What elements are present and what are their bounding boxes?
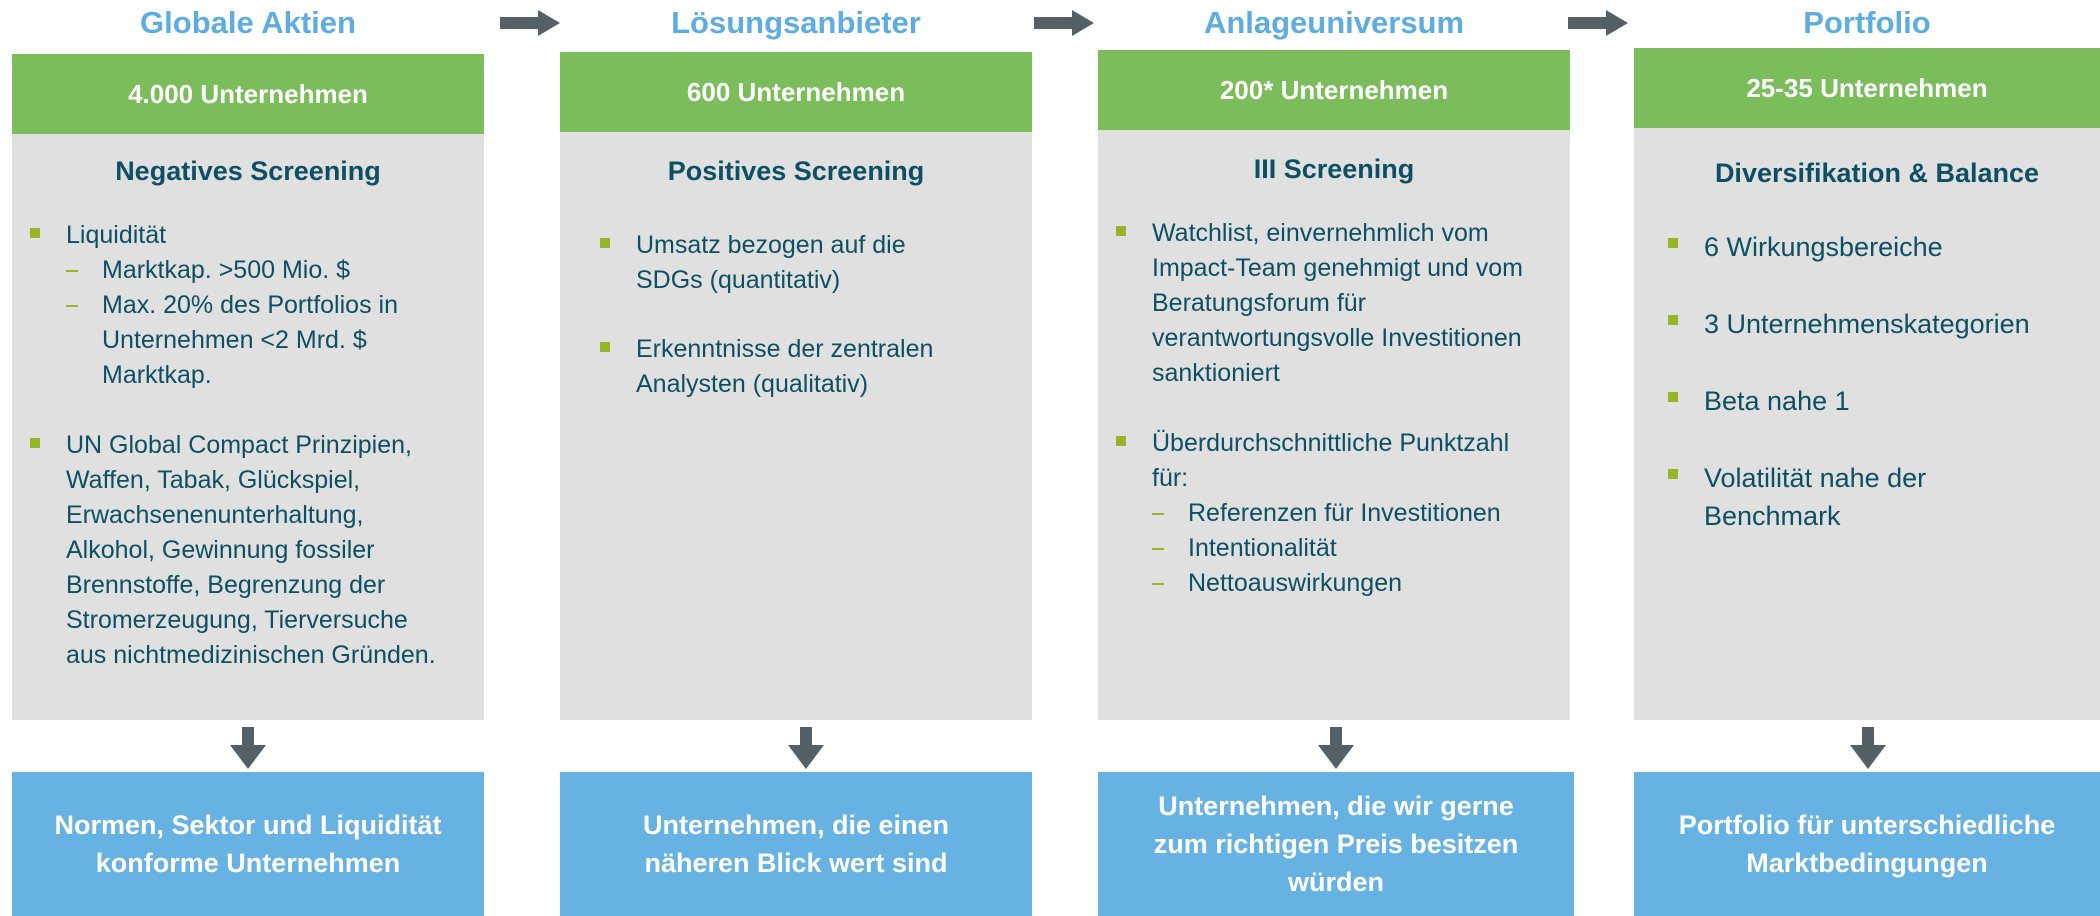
square-bullet-icon <box>1668 392 1678 402</box>
list-item-text: Brennstoffe, Begrenzung der <box>66 571 386 599</box>
sub-list-item-text: Referenzen für Investitionen <box>1188 499 1501 527</box>
sub-list-item-text: Intentionalität <box>1188 534 1337 562</box>
result-text: näheren Blick wert sind <box>644 848 948 878</box>
result-text: Portfolio für unterschiedliche <box>1678 810 2056 840</box>
list-item-text: 3 Unternehmenskategorien <box>1704 309 2030 339</box>
list-item <box>1704 382 2100 420</box>
screening-heading: Negatives Screening <box>115 156 381 186</box>
result-text: Unternehmen, die wir gerne <box>1158 791 1514 821</box>
arrow-down-icon <box>1848 727 1888 769</box>
list-item-text: Erkenntnisse der zentralen <box>636 335 934 363</box>
screening-heading: III Screening <box>1253 154 1415 184</box>
square-bullet-icon <box>1668 315 1678 325</box>
list-item-text: sanktioniert <box>1152 359 1280 387</box>
square-bullet-icon <box>1668 238 1678 248</box>
dash-bullet-icon <box>1152 583 1164 585</box>
result-box-loesungsanbieter <box>560 772 1032 916</box>
sub-list-item-text: Marktkap. >500 Mio. $ <box>102 256 351 284</box>
result-text: zum richtigen Preis besitzen <box>1153 829 1519 859</box>
screening-heading: Positives Screening <box>667 156 925 186</box>
square-bullet-icon <box>30 228 40 238</box>
square-bullet-icon <box>1116 436 1126 446</box>
square-bullet-icon <box>1116 226 1126 236</box>
list-item-text: Volatilität nahe der <box>1704 463 1927 493</box>
sub-list-item <box>66 288 476 393</box>
list-item-text: Benchmark <box>1704 501 1841 531</box>
square-bullet-icon <box>30 438 40 448</box>
result-text: konforme Unternehmen <box>95 848 401 878</box>
arrow-down-icon <box>1316 727 1356 769</box>
screening-panel-portfolio <box>1634 128 2100 720</box>
arrow-right-icon <box>500 10 560 36</box>
company-count-loesungsanbieter: 600 Unternehmen <box>560 52 1032 132</box>
dash-bullet-icon <box>66 305 78 307</box>
dash-bullet-icon <box>66 270 78 272</box>
sub-list-item <box>66 253 476 288</box>
list-item-text: Liquidität <box>66 221 167 249</box>
list-item <box>66 218 476 393</box>
sub-list-item <box>1152 566 1570 601</box>
list-item-text: für: <box>1152 464 1189 492</box>
dash-bullet-icon <box>1152 548 1164 550</box>
result-box-portfolio <box>1634 772 2100 916</box>
list-item <box>66 428 484 673</box>
sub-list-item-text: Unternehmen <2 Mrd. $ <box>102 326 367 354</box>
list-item <box>636 228 1016 298</box>
list-item-text: Analysten (qualitativ) <box>636 370 869 398</box>
sub-list-item-text: Marktkap. <box>102 361 212 389</box>
list-item-text: Alkohol, Gewinnung fossiler <box>66 536 375 564</box>
column-title-loesungsanbieter: Lösungsanbieter <box>671 5 921 40</box>
column-title-globale-aktien: Globale Aktien <box>140 5 356 40</box>
company-count-portfolio: 25-35 Unternehmen <box>1634 48 2100 128</box>
list-item-text: SDGs (quantitativ) <box>636 266 841 294</box>
list-item-text: verantwortungsvolle Investitionen <box>1152 324 1522 352</box>
sub-list-item-text: Nettoauswirkungen <box>1188 569 1403 597</box>
list-item-text: Impact-Team genehmigt und vom <box>1152 254 1524 282</box>
square-bullet-icon <box>1668 469 1678 479</box>
arrow-right-icon <box>1568 10 1628 36</box>
dash-bullet-icon <box>1152 513 1164 515</box>
square-bullet-icon <box>600 342 610 352</box>
screening-panel-anlageuniversum <box>1098 130 1570 720</box>
list-item-text: Waffen, Tabak, Glückspiel, <box>66 466 361 494</box>
list-item-text: Beta nahe 1 <box>1704 386 1850 416</box>
list-item-text: Stromerzeugung, Tierversuche <box>66 606 408 634</box>
list-item <box>1152 426 1570 601</box>
company-count-globale-aktien: 4.000 Unternehmen <box>12 54 484 134</box>
list-item-text: aus nichtmedizinischen Gründen. <box>66 641 436 669</box>
screening-panel-globale-aktien <box>12 134 484 720</box>
arrow-down-icon <box>786 727 826 769</box>
list-item <box>1704 305 2100 343</box>
list-item-text: 6 Wirkungsbereiche <box>1704 232 1943 262</box>
arrow-right-icon <box>1034 10 1094 36</box>
result-text: würden <box>1287 867 1384 897</box>
list-item-text: UN Global Compact Prinzipien, <box>66 431 412 459</box>
arrow-down-icon <box>228 727 268 769</box>
list-item-text: Überdurchschnittliche Punktzahl <box>1152 429 1510 457</box>
result-text: Unternehmen, die einen <box>642 810 950 840</box>
sub-list-item <box>1152 496 1570 531</box>
result-box-anlageuniversum <box>1098 772 1574 916</box>
company-count-anlageuniversum: 200* Unternehmen <box>1098 50 1570 130</box>
square-bullet-icon <box>600 238 610 248</box>
list-item <box>1704 228 2100 266</box>
list-item-text: Erwachsenenunterhaltung, <box>66 501 364 529</box>
screening-heading: Diversifikation & Balance <box>1714 158 2040 188</box>
result-text: Marktbedingungen <box>1746 848 1988 878</box>
list-item-text: Beratungsforum für <box>1152 289 1366 317</box>
result-box-globale-aktien <box>12 772 484 916</box>
sub-list-item <box>1152 531 1570 566</box>
sub-list-item-text: Max. 20% des Portfolios in <box>102 291 398 319</box>
column-title-portfolio: Portfolio <box>1803 5 1931 40</box>
list-item <box>1704 459 2100 535</box>
column-title-anlageuniversum: Anlageuniversum <box>1203 5 1465 40</box>
list-item-text: Watchlist, einvernehmlich vom <box>1152 219 1489 247</box>
screening-panel-loesungsanbieter <box>560 132 1032 720</box>
list-item <box>1152 216 1570 391</box>
result-text: Normen, Sektor und Liquidität <box>54 810 442 840</box>
list-item-text: Umsatz bezogen auf die <box>636 231 906 259</box>
list-item <box>636 332 1016 402</box>
